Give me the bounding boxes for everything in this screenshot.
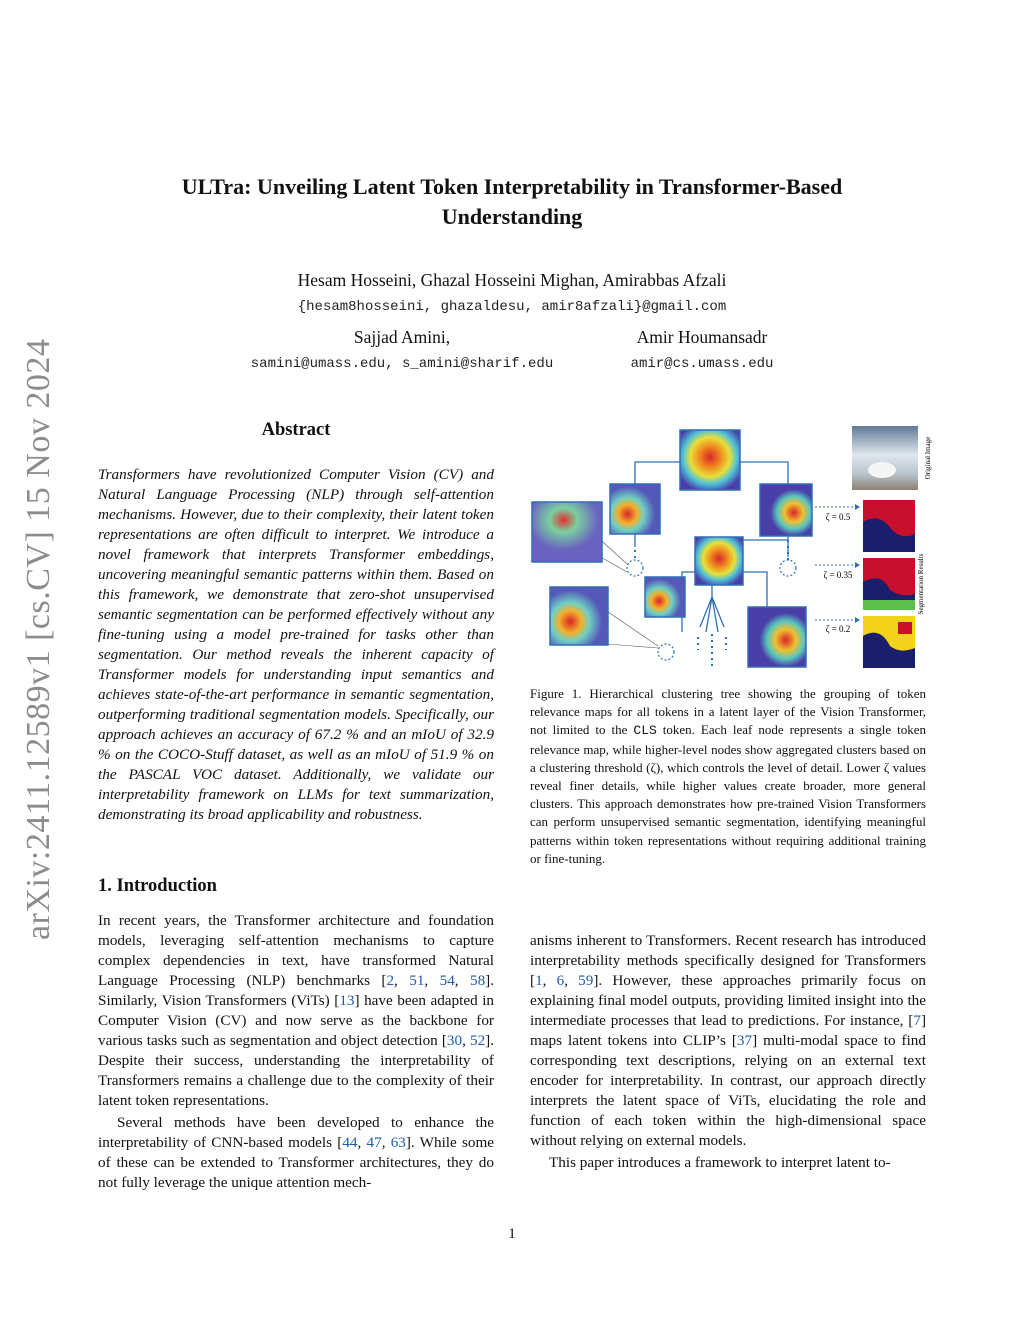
heatmap-leaf-bird-body <box>532 502 602 562</box>
citation-link[interactable]: 47 <box>366 1134 382 1151</box>
heatmap-node-left <box>610 484 660 534</box>
emails-line: {hesam8hosseini, ghazaldesu, amir8afzali}@gmail.com <box>297 299 727 315</box>
arxiv-stamp: arXiv:2411.12589v1 [cs.CV] 15 Nov 2024 <box>20 338 57 940</box>
abstract-heading: Abstract <box>261 420 331 440</box>
section-heading-introduction: 1. Introduction <box>98 876 217 896</box>
citation-link[interactable]: 37 <box>736 1032 753 1049</box>
abstract-text: Transformers have revolutionized Computer Vision (CV) and Natural Language Processing (NLP) through self-attention mechanisms. However, due to their complexity, their latent token representations are often difficult to interpret. We introduce a novel framework that interprets Transformer embeddings, uncovering meaningful semantic patterns within them. Based on this framework, we demonstrate that zero-shot unsupervised semantic segmentation can be performed effectively without any fine-tuning using a model pre-trained for tasks other than segmentation. Our method reveals the inherent capacity of Transformer models for understanding input semantics and achieves state-of-the-art performance in semantic segmentation, outperforming traditional segmentation models. Specifically, our approach achieves an accuracy of 67.2 % and an mIoU of 32.9 % on the COCO-Stuff dataset, as well as an mIoU of 51.9 % on the PASCAL VOC dataset. Additionally, we validate our interpretability framework on LLMs for text summarization, demonstrating its broad applicability and robustness. <box>98 466 494 823</box>
authors-line: Hesam Hosseini, Ghazal Hosseini Mighan, Amirabbas Afzali <box>297 270 727 290</box>
citation-link[interactable]: 54 <box>439 972 455 989</box>
intro-paragraph-1: In recent years, the Transformer architecture and foundation models, leveraging self-attention mechanisms to capture complex dependencies in text, have transformed Natural Language Processing (NLP) benchmarks [2, 51, 54, 58]. Similarly, Vision Transformers (ViTs) [13] have been adapted in Computer Vision (CV) and now serve as the backbone for various tasks such as segmentation and object detection [30, 52]. Despite their success, understanding the interpretability of Transformers remains a challenge due to the complexity of their latent token representations. <box>98 912 495 1109</box>
cls-token-code: CLS <box>633 723 657 739</box>
author-amir-houmansadr: Amir Houmansadr <box>636 327 768 347</box>
citation-link[interactable]: 59 <box>578 972 594 989</box>
title-line-1: ULTra: Unveiling Latent Token Interpretability in Transformer-Based <box>181 174 843 199</box>
email-amir-houmansadr: amir@cs.umass.edu <box>630 356 774 372</box>
citation-link[interactable]: 13 <box>339 992 355 1009</box>
heatmap-leaf-small <box>645 577 685 617</box>
right-paragraph-1: anisms inherent to Transformers. Recent research has introduced interpretability methods specifically designed for Transformers [1, 6, 59]. However, these approaches primarily focus on explaining final model outputs, providing limited insight into the intermediate processes that lead to predictions. For instance, [7] maps latent tokens into CLIP’s [37] multi-modal space to find corresponding text descriptions, relying on an external text encoder for interpretability. In contrast, our approach directly interprets the latent space of ViTs, elucidating the role and function of each token within the high-dimensional space without relying on external models. <box>530 932 927 1149</box>
heatmap-leaf-bottom-right <box>748 607 806 667</box>
segmentation-result-0-35 <box>863 558 915 610</box>
figure-1-caption: Figure 1. Hierarchical clustering tree showing the grouping of token relevance maps for all tokens in a latent layer of the Vision Transformer, not limited to the CLS token. Each leaf node represents a single token relevance map, while higher-level nodes show aggregated clusters based on a clustering threshold (ζ), which controls the level of detail. Lower ζ values reveal finer details, while higher values create broader, more general clusters. This approach demonstrates how pre-trained Vision Transformers can perform unsupervised semantic segmentation, identifying meaningful patterns within token representations without requiring additional training or fine-tuning. <box>530 686 926 866</box>
heatmap-leaf-bottom-left <box>550 587 608 645</box>
author-sajjad-amini: Sajjad Amini, <box>353 327 451 347</box>
right-column-text <box>530 931 926 1173</box>
citation-link[interactable]: 51 <box>409 972 425 989</box>
label-segmentation-results: Segmentation Results <box>917 553 925 615</box>
citation-link[interactable]: 58 <box>469 972 486 989</box>
citation-link[interactable]: 6 <box>556 972 565 989</box>
heatmap-root-node <box>680 430 740 490</box>
figure-1-clustering-tree <box>530 422 940 672</box>
gull-shape <box>868 462 896 478</box>
citation-link[interactable]: 52 <box>469 1032 486 1049</box>
citation-link[interactable]: 44 <box>342 1134 358 1151</box>
citation-link[interactable]: 7 <box>913 1012 921 1029</box>
title-line-2: Understanding <box>441 204 583 229</box>
paper-title <box>100 172 924 232</box>
email-sajjad-amini: samini@umass.edu, s_amini@sharif.edu <box>250 356 554 372</box>
segmentation-result-0-5 <box>863 500 915 552</box>
original-image <box>852 426 918 490</box>
citation-link[interactable]: 30 <box>446 1032 463 1049</box>
heatmap-node-middle <box>695 537 743 585</box>
zeta-label-0-5: ζ = 0.5 <box>825 512 851 522</box>
citation-link[interactable]: 63 <box>390 1134 406 1151</box>
heatmap-node-right <box>760 484 812 536</box>
label-original-image: Original Image <box>924 436 932 480</box>
right-paragraph-2: This paper introduces a framework to interpret latent to- <box>549 1154 891 1171</box>
citation-link[interactable]: 1 <box>535 972 543 989</box>
zeta-label-0-2: ζ = 0.2 <box>825 624 851 634</box>
introduction-text <box>98 911 494 1193</box>
intro-paragraph-2: Several methods have been developed to enhance the interpretability of CNN-based models [44, 47, 63]. While some of these can be extended to Transformer architectures, they do not fully leverage the unique attention mech- <box>98 1114 495 1191</box>
page-number: 1 <box>508 1226 516 1242</box>
zeta-label-0-35: ζ = 0.35 <box>823 570 853 580</box>
segmentation-result-0-2 <box>863 616 915 668</box>
citation-link[interactable]: 2 <box>386 972 395 989</box>
